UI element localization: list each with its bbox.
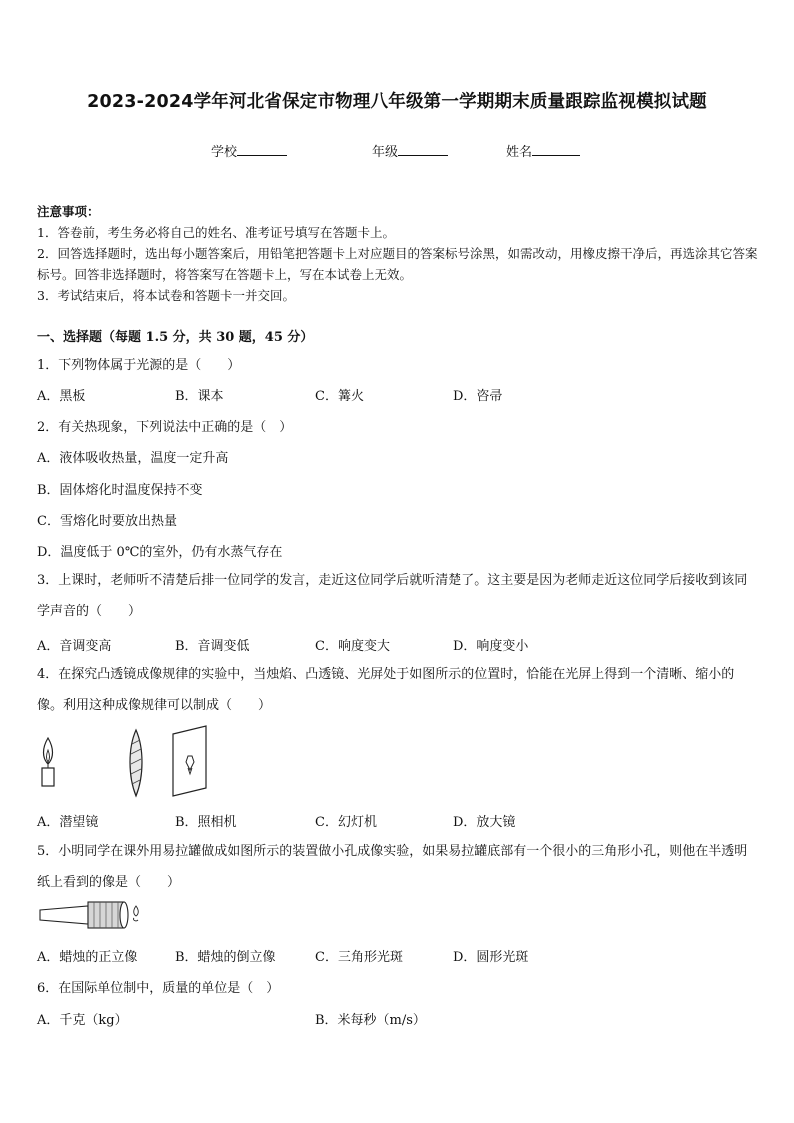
light-screen-icon — [173, 726, 206, 796]
grade-field — [372, 141, 448, 160]
school-label: 学校 — [211, 145, 238, 160]
q5-option-b: B．蜡烛的倒立像 — [175, 950, 276, 965]
notes — [37, 201, 762, 306]
q6-option-a: A．千克（kg） — [37, 1013, 128, 1028]
q5-option-d: D．圆形光斑 — [453, 950, 529, 965]
q3-option-c: C．响度变大 — [315, 639, 390, 654]
section-heading: 一、选择题（每题 1.5 分，共 30 题，45 分） — [37, 330, 314, 345]
pinhole-can-icon — [40, 902, 128, 928]
convex-lens-icon — [130, 730, 142, 796]
small-candle-icon — [133, 906, 138, 921]
q3-option-d: D．响度变小 — [453, 639, 529, 654]
question-2-stem: 2．有关热现象，下列说法中正确的是（ ） — [37, 420, 293, 435]
name-label: 姓名 — [506, 145, 533, 160]
name-blank — [532, 143, 580, 156]
page-title: 2023-2024学年河北省保定市物理八年级第一学期期末质量跟踪监视模拟试题 — [87, 92, 707, 112]
q5-option-a: A．蜡烛的正立像 — [37, 950, 138, 965]
q1-option-c: C．篝火 — [315, 389, 364, 404]
q2-option-c: C．雪熔化时要放出热量 — [37, 514, 177, 529]
school-field — [211, 141, 287, 160]
pinhole-camera-figure — [36, 896, 146, 936]
q2-option-a: A．液体吸收热量，温度一定升高 — [37, 451, 229, 466]
q1-option-d: D．咨帚 — [453, 389, 503, 404]
note-item: 1．答卷前，考生务必将自己的姓名、准考证号填写在答题卡上。 — [37, 225, 395, 240]
notes-heading: 注意事项： — [37, 204, 100, 219]
q4-option-c: C．幻灯机 — [315, 815, 377, 830]
lens-experiment-figure — [30, 724, 220, 804]
q5-option-c: C．三角形光斑 — [315, 950, 403, 965]
q4-option-d: D．放大镜 — [453, 815, 516, 830]
q3-option-b: B．音调变低 — [175, 639, 250, 654]
q4-option-a: A．潜望镜 — [37, 815, 99, 830]
q2-option-d: D．温度低于 0℃的室外，仍有水蒸气存在 — [37, 545, 283, 560]
q3-option-a: A．音调变高 — [37, 639, 112, 654]
grade-label: 年级 — [372, 145, 399, 160]
school-blank — [237, 143, 287, 156]
name-field — [506, 141, 580, 160]
q2-option-b: B．固体熔化时温度保持不变 — [37, 483, 203, 498]
candle-icon — [42, 738, 54, 786]
question-6-stem: 6．在国际单位制中，质量的单位是（ ） — [37, 981, 280, 996]
q1-option-a: A．黑板 — [37, 389, 86, 404]
q6-option-b: B．米每秒（m/s） — [315, 1013, 426, 1028]
q4-option-b: B．照相机 — [175, 815, 237, 830]
question-4-stem: 4．在探究凸透镜成像规律的实验中，当烛焰、凸透镜、光屏处于如图所示的位置时，恰能在光屏上得到一个清晰、缩小的像。利用这种成像规律可以制成（ ） — [37, 667, 735, 713]
q1-option-b: B．课本 — [175, 389, 224, 404]
question-1-stem: 1．下列物体属于光源的是（ ） — [37, 358, 241, 373]
question-3-stem: 3．上课时，老师听不清楚后排一位同学的发言，走近这位同学后就听清楚了。这主要是因为老师走近这位同学后接收到该同学声音的（ ） — [37, 573, 748, 619]
note-item: 3．考试结束后，将本试卷和答题卡一并交回。 — [37, 288, 295, 303]
question-5-stem: 5．小明同学在课外用易拉罐做成如图所示的装置做小孔成像实验，如果易拉罐底部有一个很小的三角形小孔，则他在半透明纸上看到的像是（ ） — [37, 844, 748, 890]
note-item: 2．回答选择题时，选出每小题答案后，用铅笔把答题卡上对应题目的答案标号涂黑，如需改动，用橡皮擦干净后，再选涂其它答案标号。回答非选择题时，将答案写在答题卡上，写在本试卷上无效。 — [37, 246, 758, 282]
grade-blank — [398, 143, 448, 156]
